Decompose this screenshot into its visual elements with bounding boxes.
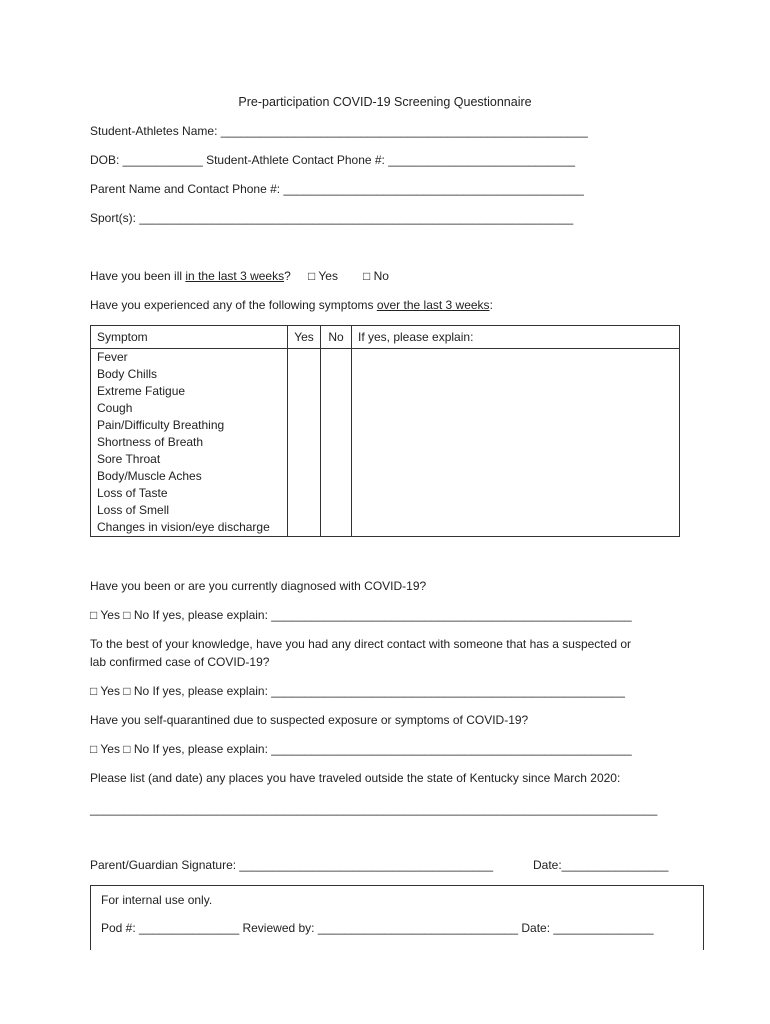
parent-contact-field[interactable]: Parent Name and Contact Phone #: _____________________________________________: [90, 182, 584, 196]
symptom-label: Changes in vision/eye discharge: [91, 519, 288, 537]
symptom-label: Body Chills: [91, 366, 288, 383]
yes-cell[interactable]: [288, 434, 321, 451]
table-row: [91, 400, 680, 417]
no-cell[interactable]: [321, 502, 352, 519]
no-cell[interactable]: [321, 434, 352, 451]
yes-cell[interactable]: [288, 383, 321, 400]
yes-cell[interactable]: [288, 417, 321, 434]
table-row: [91, 451, 680, 468]
table-row: [91, 485, 680, 502]
explain-cell[interactable]: [352, 451, 680, 468]
yes-cell[interactable]: [288, 400, 321, 417]
explain-cell[interactable]: [352, 349, 680, 367]
yes-cell[interactable]: [288, 519, 321, 537]
table-row: [91, 468, 680, 485]
internal-use-box: [90, 885, 704, 950]
symptoms-intro-prefix: Have you experienced any of the following symptoms: [90, 298, 377, 312]
symptom-label: Shortness of Breath: [91, 434, 288, 451]
table-row: [91, 366, 680, 383]
contact-question-line2: lab confirmed case of COVID-19?: [90, 655, 270, 669]
ill-question-suffix: ?: [284, 269, 291, 283]
table-row: [91, 502, 680, 519]
symptom-table-header: [91, 326, 680, 349]
symptom-label: Pain/Difficulty Breathing: [91, 417, 288, 434]
no-cell[interactable]: [321, 366, 352, 383]
yes-cell[interactable]: [288, 485, 321, 502]
diagnosed-answer-field[interactable]: □ Yes □ No If yes, please explain: ______________________________________________________: [90, 608, 632, 622]
diagnosed-question: Have you been or are you currently diagnosed with COVID-19?: [90, 579, 427, 593]
travel-answer-field[interactable]: _____________________________________________________________________________________: [90, 802, 658, 816]
sport-field[interactable]: Sport(s): _________________________________________________________________: [90, 211, 574, 225]
travel-question: Please list (and date) any places you have traveled outside the state of Kentucky since March 2020:: [90, 771, 621, 785]
dob-phone-field[interactable]: DOB: ____________ Student-Athlete Contact Phone #: ____________________________: [90, 153, 576, 167]
explain-cell[interactable]: [352, 400, 680, 417]
ill-yes-checkbox[interactable]: □ Yes: [308, 269, 338, 283]
symptoms-intro: [90, 298, 493, 312]
explain-cell[interactable]: [352, 485, 680, 502]
no-cell[interactable]: [321, 519, 352, 537]
guardian-signature-field[interactable]: Parent/Guardian Signature: ______________________________________: [90, 858, 494, 872]
contact-question-line1: To the best of your knowledge, have you had any direct contact with someone that has a suspected or: [90, 637, 631, 651]
explain-cell[interactable]: [352, 366, 680, 383]
symptom-label: Fever: [91, 349, 288, 367]
page-title: Pre-participation COVID-19 Screening Questionnaire: [238, 95, 532, 109]
symptom-label: Extreme Fatigue: [91, 383, 288, 400]
yes-cell[interactable]: [288, 502, 321, 519]
header-symptom: Symptom: [91, 326, 288, 349]
symptoms-intro-suffix: :: [489, 298, 493, 312]
symptom-label: Body/Muscle Aches: [91, 468, 288, 485]
explain-cell[interactable]: [352, 434, 680, 451]
symptom-label: Loss of Taste: [91, 485, 288, 502]
no-cell[interactable]: [321, 451, 352, 468]
contact-answer-field[interactable]: □ Yes □ No If yes, please explain: _____________________________________________________: [90, 684, 625, 698]
symptom-label: Cough: [91, 400, 288, 417]
header-explain: If yes, please explain:: [352, 326, 680, 349]
explain-cell[interactable]: [352, 468, 680, 485]
table-row: [91, 519, 680, 537]
no-cell[interactable]: [321, 417, 352, 434]
symptom-label: Loss of Smell: [91, 502, 288, 519]
symptom-label: Sore Throat: [91, 451, 288, 468]
signature-date-field[interactable]: Date:________________: [533, 858, 669, 872]
no-cell[interactable]: [321, 383, 352, 400]
ill-question-period: in the last 3 weeks: [185, 269, 285, 283]
student-name-field[interactable]: Student-Athletes Name: _______________________________________________________: [90, 124, 588, 138]
yes-cell[interactable]: [288, 468, 321, 485]
yes-cell[interactable]: [288, 349, 321, 367]
table-row: [91, 417, 680, 434]
explain-cell[interactable]: [352, 519, 680, 537]
yes-cell[interactable]: [288, 451, 321, 468]
no-cell[interactable]: [321, 468, 352, 485]
explain-cell[interactable]: [352, 417, 680, 434]
internal-review-fields[interactable]: Pod #: _______________ Reviewed by: ______________________________ Date: _______________: [101, 921, 654, 935]
quarantine-answer-field[interactable]: □ Yes □ No If yes, please explain: ______________________________________________________: [90, 742, 632, 756]
table-row: [91, 349, 680, 367]
no-cell[interactable]: [321, 349, 352, 367]
explain-cell[interactable]: [352, 502, 680, 519]
table-row: [91, 383, 680, 400]
ill-question: [90, 269, 291, 283]
header-no: No: [321, 326, 352, 349]
no-cell[interactable]: [321, 400, 352, 417]
symptom-table: [90, 325, 680, 537]
ill-no-checkbox[interactable]: □ No: [363, 269, 389, 283]
ill-question-prefix: Have you been ill: [90, 269, 186, 283]
explain-cell[interactable]: [352, 383, 680, 400]
yes-cell[interactable]: [288, 366, 321, 383]
symptoms-intro-period: over the last 3 weeks: [376, 298, 490, 312]
no-cell[interactable]: [321, 485, 352, 502]
table-row: [91, 434, 680, 451]
header-yes: Yes: [288, 326, 321, 349]
internal-use-note: For internal use only.: [101, 893, 213, 907]
quarantine-question: Have you self-quarantined due to suspected exposure or symptoms of COVID-19?: [90, 713, 529, 727]
